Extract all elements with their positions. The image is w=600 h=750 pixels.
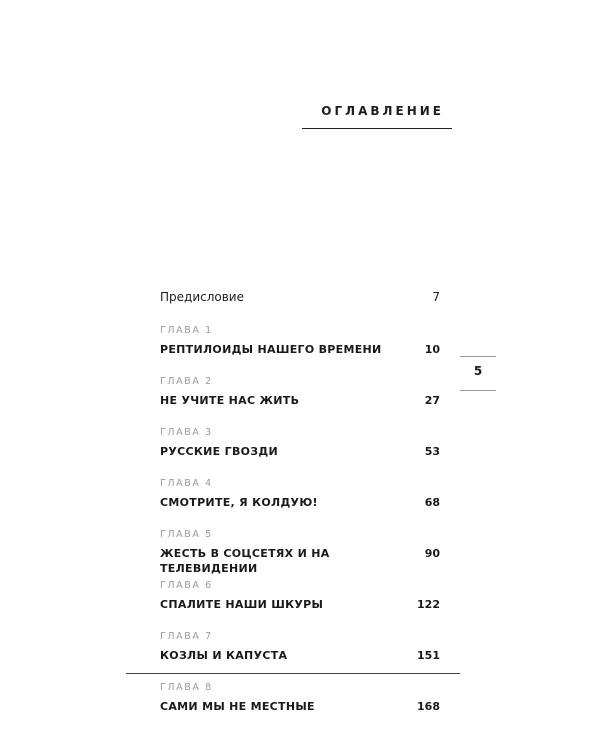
chapter-page-number: 122 xyxy=(417,598,440,611)
toc-entry-chapter-3[interactable] xyxy=(160,427,440,459)
chapter-page-number: 68 xyxy=(424,496,440,509)
toc-entry-chapter-6[interactable] xyxy=(160,580,440,612)
toc-entry-chapter-1[interactable] xyxy=(160,325,440,357)
preface-page-number: 7 xyxy=(432,290,440,304)
toc-entry-chapter-7[interactable] xyxy=(160,631,440,663)
folio-rule-bottom xyxy=(460,390,496,391)
chapter-title: СМОТРИТЕ, Я КОЛДУЮ! xyxy=(160,496,318,509)
page-title: ОГЛАВЛЕНИЕ xyxy=(321,104,444,118)
chapter-label: ГЛАВА 5 xyxy=(160,529,213,540)
toc-entry-chapter-5[interactable] xyxy=(160,529,440,575)
toc-entry-preface[interactable] xyxy=(160,290,440,308)
chapter-title: ЖЕСТЬ В СОЦСЕТЯХ И НА ТЕЛЕВИДЕНИИ xyxy=(160,547,330,575)
title-underline xyxy=(302,128,452,129)
chapter-label: ГЛАВА 7 xyxy=(160,631,213,642)
page-number: 5 xyxy=(473,364,483,378)
chapter-page-number: 90 xyxy=(424,547,440,560)
chapter-page-number: 151 xyxy=(417,649,440,662)
chapter-page-number: 168 xyxy=(417,700,440,713)
chapter-page-number: 10 xyxy=(424,343,440,356)
chapter-title: САМИ МЫ НЕ МЕСТНЫЕ xyxy=(160,700,315,713)
toc-entry-chapter-2[interactable] xyxy=(160,376,440,408)
folio-rule-top xyxy=(460,356,496,357)
chapter-title: РЕПТИЛОИДЫ НАШЕГО ВРЕМЕНИ xyxy=(160,343,382,356)
chapter-label: ГЛАВА 8 xyxy=(160,682,213,693)
preface-label: Предисловие xyxy=(160,290,244,304)
chapter-label: ГЛАВА 6 xyxy=(160,580,213,591)
chapter-title: СПАЛИТЕ НАШИ ШКУРЫ xyxy=(160,598,324,611)
table-of-contents xyxy=(160,290,440,714)
chapter-label: ГЛАВА 1 xyxy=(160,325,213,336)
chapter-title: РУССКИЕ ГВОЗДИ xyxy=(160,445,278,458)
toc-entry-chapter-4[interactable] xyxy=(160,478,440,510)
chapter-label: ГЛАВА 2 xyxy=(160,376,213,387)
chapter-list xyxy=(160,325,440,714)
toc-entry-chapter-8[interactable] xyxy=(160,682,440,714)
chapter-title: НЕ УЧИТЕ НАС ЖИТЬ xyxy=(160,394,300,407)
chapter-page-number: 27 xyxy=(424,394,440,407)
chapter-title: КОЗЛЫ И КАПУСТА xyxy=(160,649,288,662)
bottom-divider xyxy=(126,673,460,674)
chapter-label: ГЛАВА 4 xyxy=(160,478,213,489)
chapter-page-number: 53 xyxy=(424,445,440,458)
chapter-label: ГЛАВА 3 xyxy=(160,427,213,438)
